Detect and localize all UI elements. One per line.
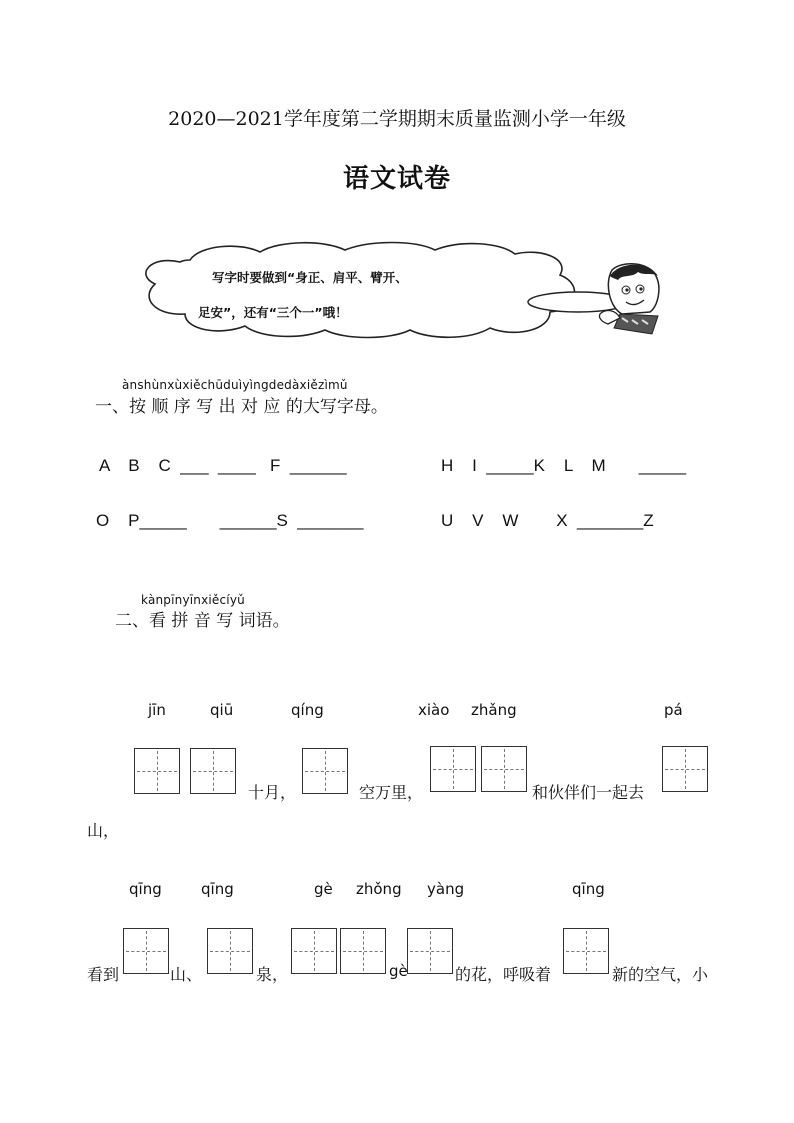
pinyin-xiao: xiào (418, 701, 450, 719)
pinyin-qing: qíng (291, 701, 324, 719)
pinyin-qiu: qiū (210, 701, 234, 719)
answer-box[interactable] (291, 928, 337, 974)
pinyin-zhong: zhǒng (356, 880, 402, 898)
text-xinde: 新的空气，小 (612, 965, 709, 984)
answer-box[interactable] (662, 746, 708, 792)
answer-box[interactable] (302, 748, 348, 794)
pinyin-qing-2: qīng (201, 880, 234, 898)
answer-box[interactable] (207, 928, 253, 974)
section1-heading: 一、按 顺 序 写 出 对 应 的大写字母。 (95, 397, 388, 417)
answer-box[interactable] (123, 928, 169, 974)
alphabet-row1-right: H I _____K L M _____ (441, 456, 687, 475)
text-shan-2: 山、 (170, 965, 203, 984)
text-kandao: 看到 (87, 965, 120, 984)
pinyin-pa: pá (664, 701, 683, 719)
text-huoban: 和伙伴们一起去 (532, 783, 645, 802)
cartoon-boy-image (592, 262, 670, 336)
pinyin-zhang: zhǎng (471, 701, 517, 719)
alphabet-row1-left: A B C ___ ____ F ______ (99, 456, 347, 475)
answer-box[interactable] (481, 746, 527, 792)
pinyin-qing-1: qīng (129, 880, 162, 898)
answer-box[interactable] (134, 748, 180, 794)
tip-line-2: 足安”，还有“三个一”哦！ (198, 305, 348, 320)
answer-box[interactable] (340, 928, 386, 974)
thought-cloud (130, 240, 670, 340)
text-quan: 泉， (256, 965, 289, 984)
answer-box[interactable] (407, 928, 453, 974)
alphabet-row2-right: U V W X _______Z (441, 511, 654, 530)
pinyin-qing-3: qīng (572, 880, 605, 898)
document-title: 2020—2021学年度第二学期期末质量监测小学一年级 (168, 108, 626, 130)
answer-box[interactable] (190, 748, 236, 794)
section2-pinyin: kànpīnyīnxiěcíyǔ (141, 593, 245, 607)
text-shiyue: 十月， (248, 783, 297, 802)
text-shan: 山， (87, 821, 120, 840)
section1-pinyin: ànshùnxùxiěchūduìyìngdedàxiězìmǔ (122, 378, 348, 392)
pinyin-ge: gè (314, 880, 333, 898)
section2-heading: 二、看 拼 音 写 词语。 (115, 611, 290, 631)
pinyin-jin: jīn (148, 701, 166, 719)
answer-box[interactable] (563, 928, 609, 974)
text-dehua: 的花，呼吸着 (455, 965, 552, 984)
text-kongwanli: 空万里， (359, 783, 424, 802)
answer-box[interactable] (430, 746, 476, 792)
document-subtitle: 语文试卷 (342, 164, 451, 194)
text-ge-pinyin: gè (389, 962, 408, 980)
pinyin-yang: yàng (427, 880, 465, 898)
alphabet-row2-left: O P_____ ______S _______ (96, 511, 364, 530)
tip-line-1: 写字时要做到“身正、肩平、臂开、 (212, 270, 408, 285)
